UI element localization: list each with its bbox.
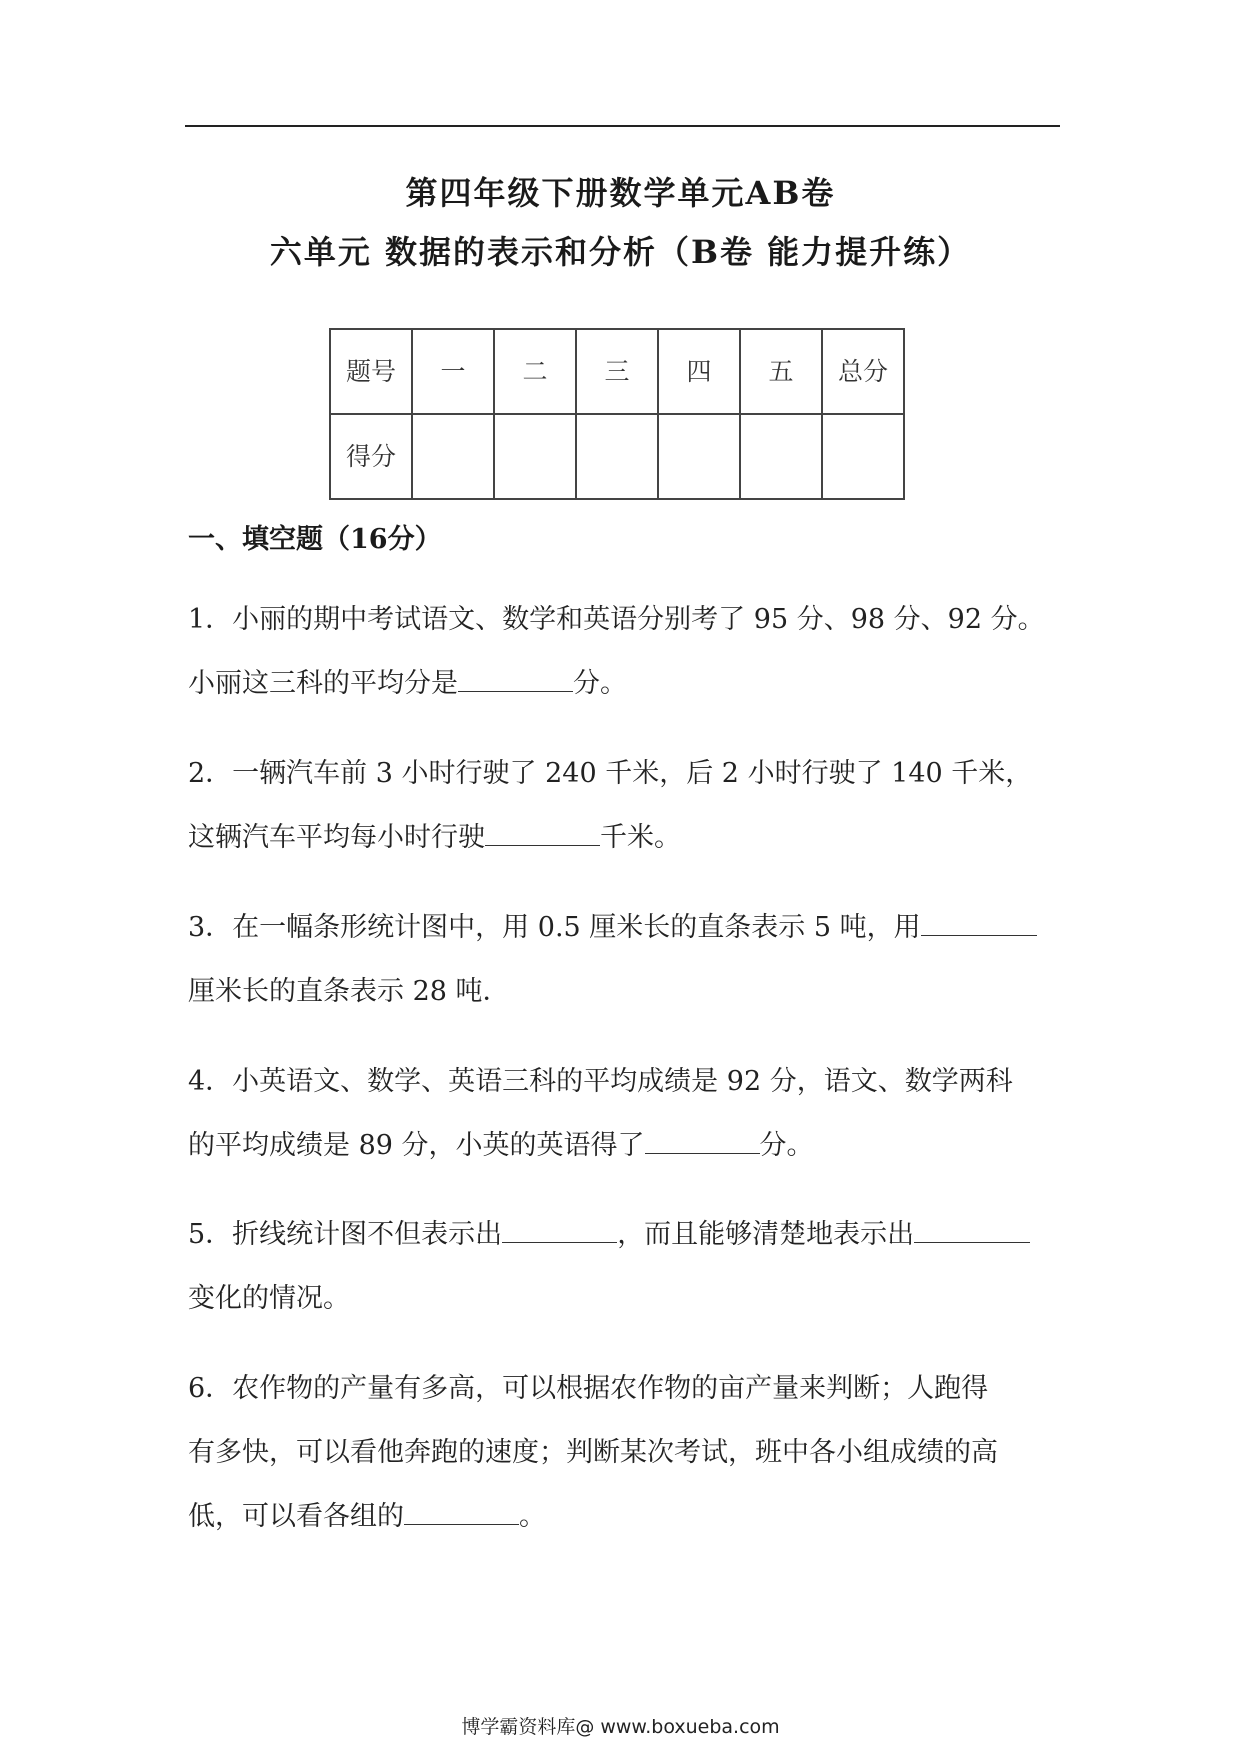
page-subtitle: 六单元 数据的表示和分析（B卷 能力提升练） [269, 233, 972, 271]
score-table-col: 一 [412, 329, 494, 414]
question-text: 这辆汽车平均每小时行驶 [188, 822, 485, 853]
page-title: 第四年级下册数学单元AB卷 [405, 174, 836, 212]
score-table-score-label: 得分 [330, 414, 412, 499]
question-text: 5．折线统计图不但表示出 [188, 1219, 503, 1250]
answer-blank[interactable] [914, 1222, 1030, 1243]
question-line: 变化的情况。 [188, 1283, 350, 1314]
question-line: 厘米长的直条表示 28 吨． [188, 976, 510, 1007]
question-line [188, 1485, 1058, 1549]
score-cell[interactable] [412, 414, 494, 499]
question-line: 1．小丽的期中考试语文、数学和英语分别考了 95 分、98 分、92 分。 [188, 604, 1045, 635]
question-6 [188, 1357, 1058, 1549]
question-line [188, 896, 1058, 960]
question-text: 分。 [759, 1130, 814, 1161]
question-line [188, 1114, 1058, 1178]
score-table-col: 五 [740, 329, 822, 414]
answer-blank[interactable] [458, 671, 573, 692]
score-table-header-row [330, 329, 904, 414]
answer-blank[interactable] [921, 915, 1037, 936]
question-1 [188, 588, 1058, 716]
question-line: 6．农作物的产量有多高，可以根据农作物的亩产量来判断；人跑得 [188, 1373, 989, 1404]
score-table-col: 三 [576, 329, 658, 414]
question-text: ，而且能够清楚地表示出 [617, 1219, 915, 1250]
score-cell[interactable] [822, 414, 904, 499]
top-divider [185, 125, 1060, 127]
question-3 [188, 896, 1058, 1024]
question-line: 4．小英语文、数学、英语三科的平均成绩是 92 分，语文、数学两科 [188, 1066, 1013, 1097]
score-cell[interactable] [576, 414, 658, 499]
question-text: 千米。 [600, 822, 681, 853]
question-5 [188, 1203, 1058, 1331]
score-table-score-row [330, 414, 904, 499]
question-line [188, 1203, 1058, 1267]
question-text: 分。 [573, 668, 627, 699]
question-2 [188, 742, 1058, 870]
score-cell[interactable] [494, 414, 576, 499]
answer-blank[interactable] [404, 1504, 519, 1525]
question-text: 3．在一幅条形统计图中，用 0.5 厘米长的直条表示 5 吨，用 [188, 912, 921, 943]
question-text: 低，可以看各组的 [188, 1501, 404, 1532]
answer-blank[interactable] [645, 1133, 760, 1154]
footer-watermark: 博学霸资料库@ www.boxueba.com [461, 1716, 780, 1738]
score-cell[interactable] [740, 414, 822, 499]
score-table-col: 总分 [822, 329, 904, 414]
score-table-label: 题号 [330, 329, 412, 414]
question-text: 的平均成绩是 89 分，小英的英语得了 [188, 1130, 645, 1161]
section-heading-fill-blank: 一、填空题（16分） [188, 524, 442, 555]
question-line [188, 652, 1058, 716]
question-text: 小丽这三科的平均分是 [188, 668, 458, 699]
question-line: 有多快，可以看他奔跑的速度；判断某次考试，班中各小组成绩的高 [188, 1437, 998, 1468]
question-4 [188, 1050, 1058, 1178]
question-text: 。 [519, 1501, 546, 1532]
score-table-col: 二 [494, 329, 576, 414]
question-line: 2．一辆汽车前 3 小时行驶了 240 千米，后 2 小时行驶了 140 千米， [188, 758, 1033, 789]
score-table [329, 328, 905, 500]
question-line [188, 806, 1058, 870]
score-table-col: 四 [658, 329, 740, 414]
score-cell[interactable] [658, 414, 740, 499]
answer-blank[interactable] [502, 1222, 617, 1243]
answer-blank[interactable] [485, 825, 600, 846]
